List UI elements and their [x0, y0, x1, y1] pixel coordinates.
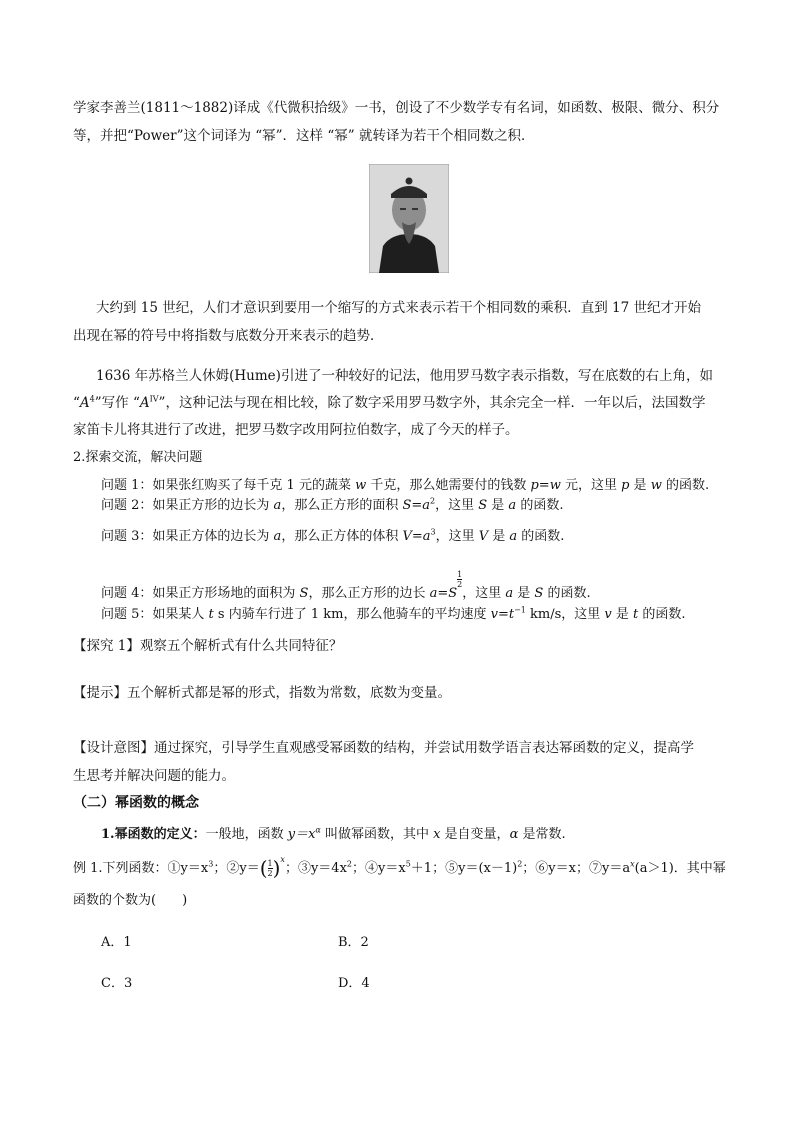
intro-line-1: 学家李善兰(1811～1882)译成《代微积拾级》一书，创设了不少数学专有名词，如函数、极限、微分、积分	[73, 100, 720, 116]
para2-line-2: 出现在幂的符号中将指数与底数分开来表示的趋势．	[73, 328, 384, 344]
option-d: D．4	[338, 976, 370, 991]
question-1: 问题 1：如果张红购买了每千克 1 元的蔬菜 w 千克，那么她需要付的钱数 p=w 元，这里 p 是 w 的函数.	[101, 478, 710, 493]
question-3: 问题 3：如果正方体的边长为 a，那么正方体的体积 $V=a^3$，这里 V 是 a 的函数.	[101, 527, 565, 544]
option-b: B．2	[338, 935, 369, 950]
para3-line-3: 家笛卡儿将其进行了改进，把罗马数字改用阿拉伯数字，成了今天的样子。	[73, 422, 519, 438]
question-5: 问题 5：如果某人 t s 内骑车行进了 1 km，那么他骑车的平均速度 $v=t^{-1}$ km/s，这里 v 是 t 的函数.	[101, 605, 686, 622]
fraction-one-half: $\frac{1}{2}$	[267, 859, 273, 878]
section-title: （二）幂函数的概念	[73, 795, 199, 811]
explore-1: 【探究 1】观察五个解析式有什么共同特征？	[73, 638, 343, 654]
question-4: 问题 4：如果正方形场地的面积为 S，那么正方形的边长 a=S $\frac{1}{2}$ ，这里 a 是 S 的函数.	[101, 570, 591, 601]
portrait-image	[369, 164, 449, 273]
design-intent-line-1: 【设计意图】通过探究，引导学生直观感受幂函数的结构，并尝试用数学语言表达幂函数的定义，提高学	[73, 740, 694, 756]
section-2-heading: 2.探索交流，解决问题	[73, 450, 203, 465]
intro-line-2: 等，并把“Power”这个词译为 “幂”．这样 “幂” 就转译为若干个相同数之积．	[73, 128, 535, 144]
para3-line-2: “$A^4$”写作 “$A^{IV}$”，这种记法与现在相比较，除了数字采用罗马数字外，其余完全一样．一年以后，法国数学	[73, 394, 706, 411]
design-intent-line-2: 生思考并解决问题的能力。	[73, 768, 235, 784]
example-1-line-1: 例 1.下列函数：$①y=x^3$；②y＝( $\frac{1}{2}$ )$^x$；$③y=4x^2$；$④y=x^5+1$；$⑤y=(x-1)^2$；⑥y＝x；$⑦y=a^x(a>1)$．其中幂	[73, 855, 726, 880]
question-2: 问题 2：如果正方形的边长为 a，那么正方形的面积 $S=a^2$，这里 S 是 a 的函数.	[101, 496, 564, 513]
example-1-line-2: 函数的个数为( )	[73, 893, 188, 908]
definition: 1.幂函数的定义：一般地，函数 $y=x^\alpha$ 叫做幂函数，其中 x 是自变量，α 是常数.	[101, 825, 566, 842]
hint: 【提示】五个解析式都是幂的形式，指数为常数，底数为变量。	[73, 685, 451, 701]
para3-line-1: 1636 年苏格兰人休姆(Hume)引进了一种较好的记法，他用罗马数字表示指数，写在底数的右上角，如	[96, 368, 713, 384]
para2-line-1: 大约到 15 世纪，人们才意识到要用一个缩写的方式来表示若干个相同数的乘积．直到 17 世纪才开始	[96, 300, 702, 316]
option-a: A．1	[101, 935, 132, 950]
option-c: C．3	[101, 976, 133, 991]
fraction-half: $\frac{1}{2}$	[457, 570, 463, 589]
